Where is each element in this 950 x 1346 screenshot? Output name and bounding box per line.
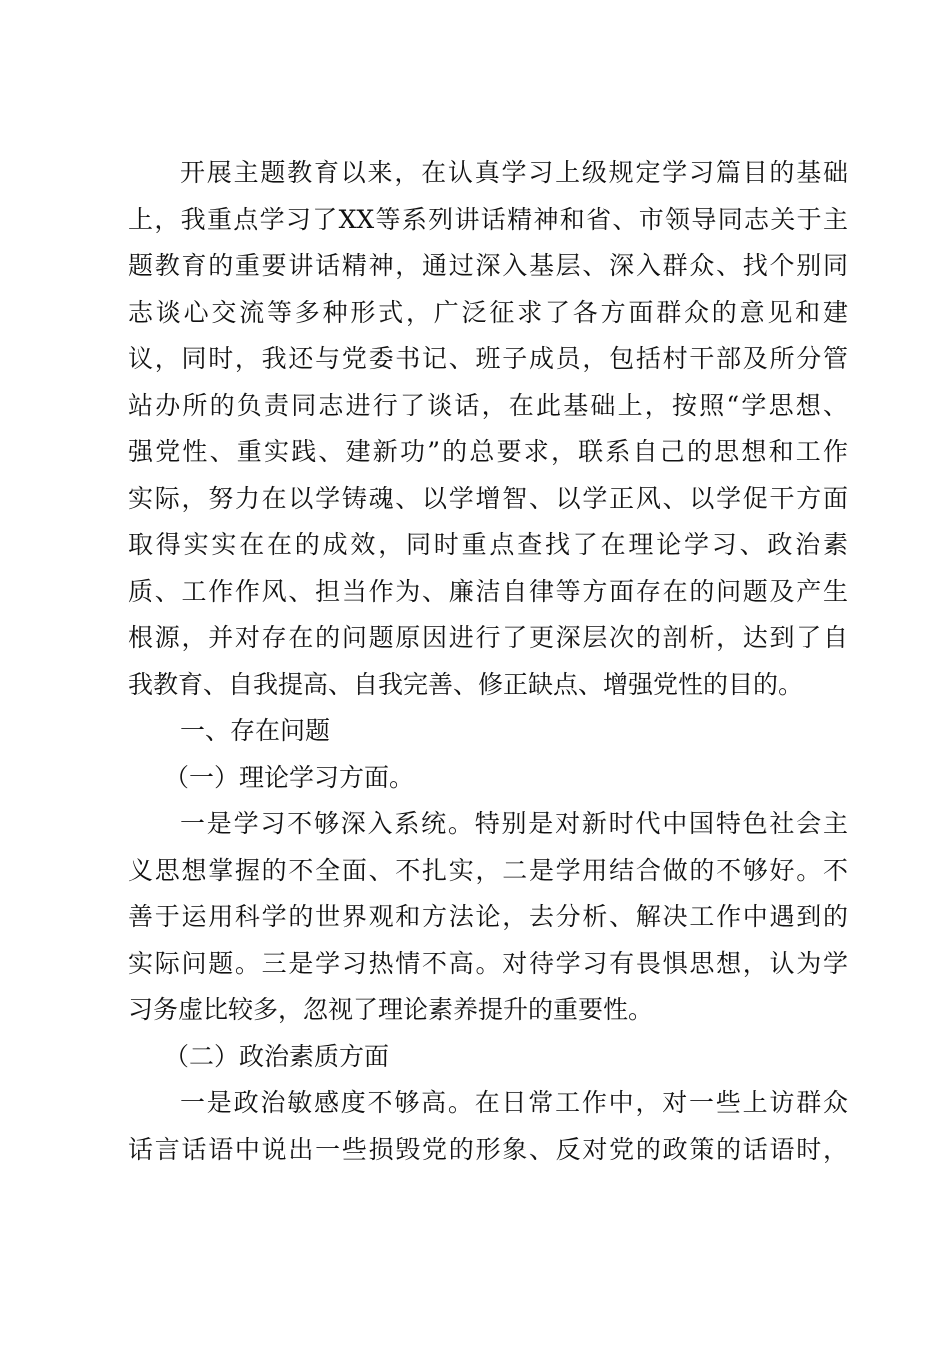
subheading-theory-study [128,755,848,802]
paragraph-intro [128,150,848,708]
heading-line: （二）政治素质方面 [164,1041,390,1071]
subheading-political-quality [128,1034,848,1081]
text-line: 取得实实在在的成效，同时重点查找了在理论学习、政治素 [128,530,848,559]
text-line: 话言话语中说出一些损毁党的形象、反对党的政策的话语时， [128,1134,848,1164]
text-line: 实际问题。三是学习热情不高。对待学习有畏惧思想，认为学 [128,948,848,978]
text-line: 根源，并对存在的问题原因进行了更深层次的剖析，达到了自 [128,623,848,652]
text-line: 义思想掌握的不全面、不扎实，二是学用结合做的不够好。不 [128,855,848,885]
paragraph-theory-study [128,801,848,1034]
heading-line: 一、存在问题 [180,716,331,745]
document-body [128,150,848,1173]
text-line: 实际，努力在以学铸魂、以学增智、以学正风、以学促干方面 [128,483,848,513]
text-line: 志谈心交流等多种形式，广泛征求了各方面群众的意见和建 [128,297,848,327]
text-line: 习务虚比较多，忽视了理论素养提升的重要性。 [128,995,654,1024]
text-line: 我教育、自我提高、自我完善、修正缺点、增强党性的目的。 [128,669,804,699]
text-line: 议，同时，我还与党委书记、班子成员，包括村干部及所分管 [128,344,848,373]
text-line: 上，我重点学习了XX等系列讲话精神和省、市领导同志关于主 [128,204,848,234]
paragraph-political-quality [128,1080,848,1173]
text-line: 开展主题教育以来，在认真学习上级规定学习篇目的基础 [180,158,848,187]
text-line: 一是学习不够深入系统。特别是对新时代中国特色社会主 [180,809,848,838]
text-line: 题教育的重要讲话精神，通过深入基层、深入群众、找个别同 [128,251,848,280]
text-line: 强党性、重实践、建新功”的总要求，联系自己的思想和工作 [128,437,848,466]
text-line: 一是政治敏感度不够高。在日常工作中，对一些上访群众 [180,1088,848,1117]
text-line: 质、工作作风、担当作为、廉洁自律等方面存在的问题及产生 [128,576,848,606]
section-heading-problems [128,708,848,755]
text-line: 站办所的负责同志进行了谈话，在此基础上，按照“学思想、 [128,390,848,420]
text-line: 善于运用科学的世界观和方法论，去分析、解决工作中遇到的 [128,902,848,931]
heading-line: （一）理论学习方面。 [164,762,415,792]
